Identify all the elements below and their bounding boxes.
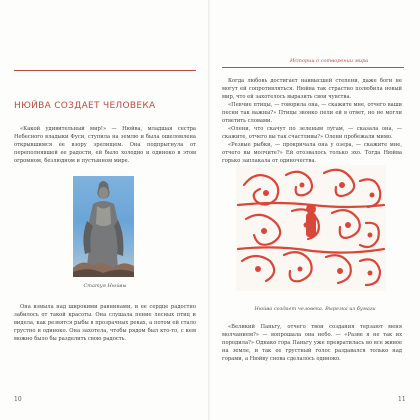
intro-text: «Какой удивительный мир!» — Нюйва, младшая сестра Небесного владыки Фуси, ступила на землю и была ошеломлена открывшимся ее взору зрелищем. Она подпрыгнула от переполнявшей ее радости, ей было холодно и одиноко в этом огромном, безлюдном и пустынном мире.	[14, 126, 196, 164]
papercut-image	[236, 165, 386, 291]
paragraph: «Великий Паньгу, отчего твои создания терзают меня молчанием?» — вопрошала она небо. — «Разве я не так их породила?» Однако гора Паньгу уже превратилась во все живое на земле, и так ее грустный голос раздавался только над горами, а Нюйву снова сделалось одиноко.	[222, 324, 402, 362]
top-rule-right	[222, 67, 404, 68]
paragraph: Когда любовь достигает наивысшей степени, даже боги не могут ей сопротивляться. Нюйва так страстно полюбила новый мир, что ей захотелось выразить свои чувства.	[222, 78, 402, 100]
chapter-title: НЮЙВА СОЗДАЕТ ЧЕЛОВЕКА	[14, 101, 156, 111]
body-paragraph	[14, 303, 196, 343]
paragraph: «Резвые рыбки, — прокричала она у озера, — скажите мне, отчего вы молчите?» Ей отозвалось только эхо. Тогда Нюйва горько заплакала от одиночества.	[222, 142, 402, 164]
running-head: Истории о сотворении мира	[290, 58, 369, 64]
paragraph: «Олени, что скачут по зеленым лугам, — сказала она, — скажите, отчего вы так счастливы?» Олени пробежали мимо.	[222, 126, 402, 140]
statue-image	[73, 176, 134, 277]
illustration-caption: Нюйва создает человека. Вырезка из бумаги	[254, 306, 376, 312]
page-number-right: 11	[398, 396, 406, 403]
body-text: Она взмыла над широкими равнинами, и ее сердце радостно забилось от такой красоты. Она слушала пение лесных птиц и видела, как резвятся рыбы в прозрачных реках, а потом ей стало грустно и одиноко. Она захотела, чтобы рядом был кто-то, с кем можно было бы разделить свою радость.	[14, 304, 196, 342]
right-bottom-text	[222, 323, 402, 363]
intro-paragraph	[14, 125, 196, 165]
page-number-left: 10	[14, 396, 22, 403]
paragraph: «Певчие птицы, — говорила она, — скажите мне, отчего ваши песни так важны?» Птицы звонко пели ей в ответ, но не могли ответить словами.	[222, 102, 402, 124]
statue-photo	[73, 176, 134, 277]
top-rule	[14, 70, 196, 71]
photo-caption: Статуя Нюйвы	[83, 283, 127, 289]
right-top-text	[222, 77, 402, 165]
papercut-illustration	[236, 165, 386, 291]
